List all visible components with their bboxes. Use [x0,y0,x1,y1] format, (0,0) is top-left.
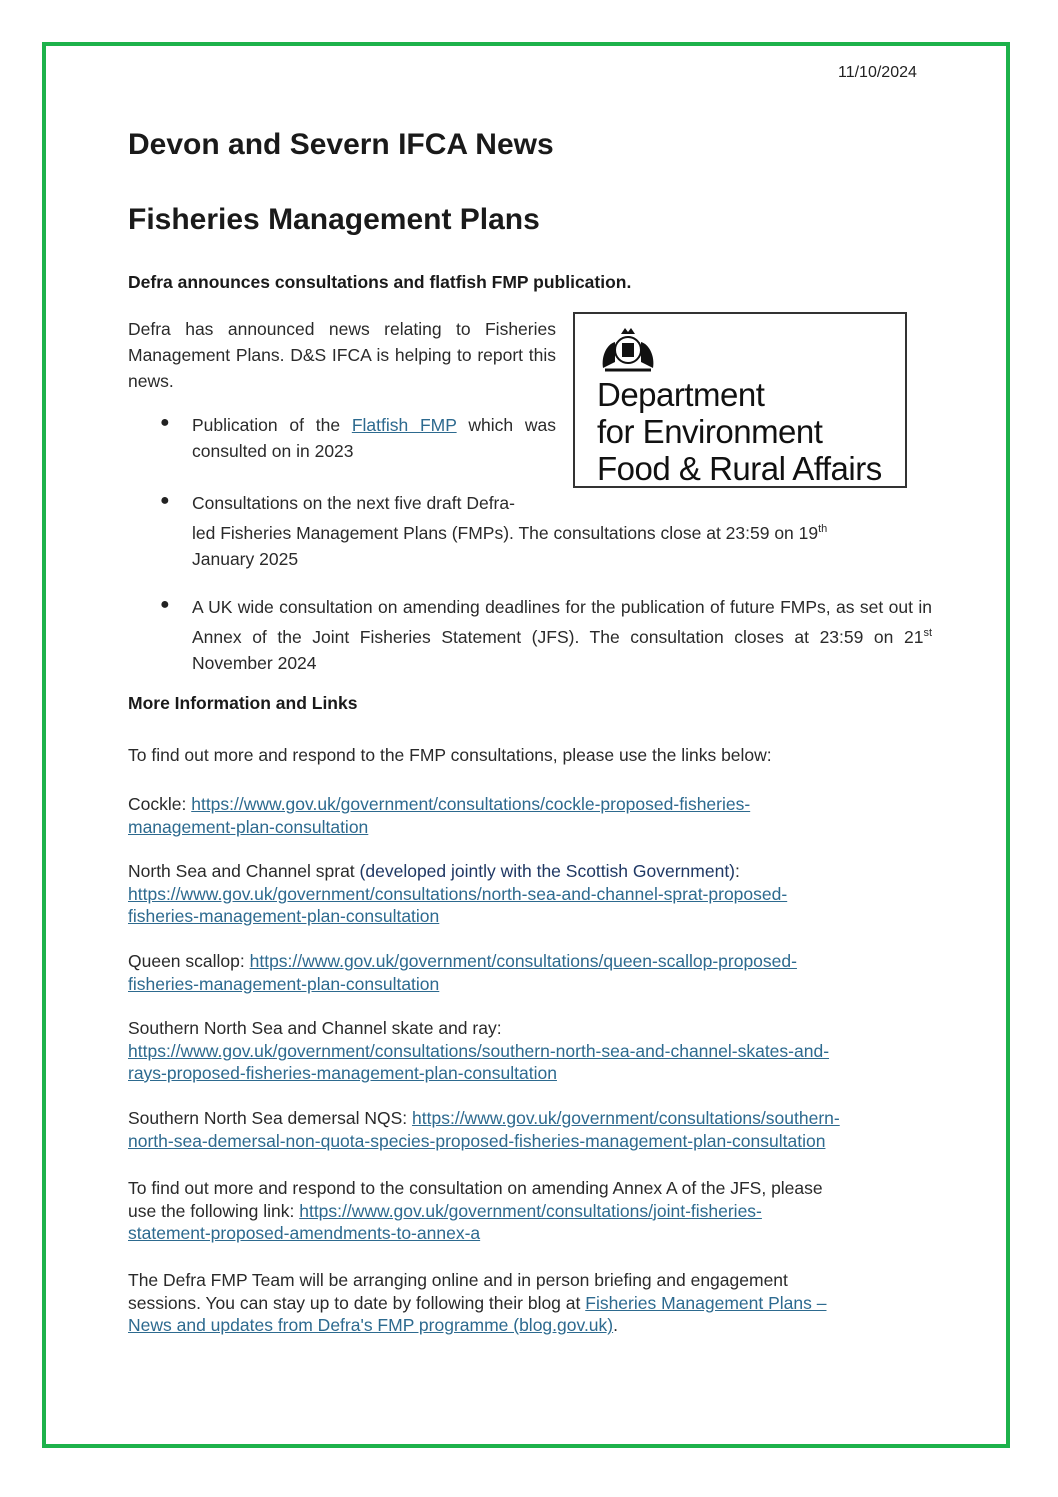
sprat-note: (developed jointly with the Scottish Government) [359,861,736,881]
bullet-text: which was consulted on in 2023 [192,415,557,461]
defra-logo [573,312,907,488]
sprat-link-cont[interactable]: fisheries-management-plan-consultation [128,906,440,926]
cockle-link-cont[interactable]: management-plan-consultation [128,816,369,837]
skate-entry [128,1017,938,1085]
scallop-link[interactable]: https://www.gov.uk/government/consultations/queen-scallop-proposed- [249,951,797,971]
logo-line-1: Department [597,376,765,413]
bullet-text: Publication of the [192,415,352,435]
bullet-text: A UK wide consultation on amending deadlines for the publication of future FMPs, as set out in Annex of the Joint Fisheries Statement (JFS). The consultation closes at 23:59 on 21 [192,597,932,647]
closing-text: The Defra FMP Team will be arranging online and in person briefing and engagement [128,1270,788,1290]
bullet-text: November 2024 [192,652,317,673]
bullet-text: led Fisheries Management Plans (FMPs). The consultations close at 23:59 on 19 [192,522,819,543]
fmp-blog-link-cont[interactable]: News and updates from Defra's FMP programme (blog.gov.uk) [128,1315,614,1335]
jfs-link[interactable]: https://www.gov.uk/government/consultations/joint-fisheries- [299,1200,762,1221]
bullet-text: January 2025 [192,548,299,569]
royal-coat-of-arms-icon [595,322,661,374]
fmp-blog-link[interactable]: Fisheries Management Plans – [585,1292,827,1313]
species-label: Southern North Sea and Channel skate and ray: [128,1018,502,1038]
document-date: 11/10/2024 [838,64,917,81]
logo-line-3: Food & Rural Affairs [597,450,882,487]
species-label: Southern North Sea demersal NQS: [128,1108,413,1128]
closing-paragraph [128,1269,938,1337]
bullet-consultations-line1: Consultations on the next five draft Defra- [192,493,515,513]
intro-paragraph: Defra has announced news relating to Fisheries Management Plans. D&S IFCA is helping to report this news. [128,319,556,391]
closing-text: sessions. You can stay up to date by following their blog at [128,1292,586,1313]
colon: : [735,861,740,881]
nqs-link-cont[interactable]: north-sea-demersal-non-quota-species-proposed-fisheries-management-plan-consultation [128,1130,826,1151]
bullet-consultations-line2 [192,516,932,572]
jfs-entry [128,1177,938,1245]
skate-link[interactable]: https://www.gov.uk/government/consultations/southern-north-sea-and-channel-skates-and- [128,1040,830,1061]
more-info-heading: More Information and Links [128,693,358,713]
sprat-link[interactable]: https://www.gov.uk/government/consultations/north-sea-and-channel-sprat-proposed- [128,883,788,904]
superscript: st [923,627,932,639]
scallop-link-cont[interactable]: fisheries-management-plan-consultation [128,973,440,994]
headline: Defra announces consultations and flatfish FMP publication. [128,272,632,292]
species-label: Queen scallop: [128,951,250,971]
scallop-entry [128,950,938,995]
bullet-uk-consultation [192,594,932,676]
jfs-text: To find out more and respond to the consultation on amending Annex A of the JFS, please [128,1178,823,1198]
flatfish-fmp-link[interactable]: Flatfish FMP [351,415,457,435]
cockle-entry [128,793,938,838]
logo-line-2: for Environment [597,413,823,450]
jfs-text: use the following link: [128,1200,300,1221]
page-title: Devon and Severn IFCA News [128,128,554,161]
section-title: Fisheries Management Plans [128,203,540,236]
jfs-link-cont[interactable]: statement-proposed-amendments-to-annex-a [128,1223,481,1243]
period: . [613,1315,618,1335]
bullet-dot-icon: ● [160,492,170,509]
nqs-entry [128,1107,938,1152]
find-out-text: To find out more and respond to the FMP consultations, please use the links below: [128,745,772,765]
skate-link-cont[interactable]: rays-proposed-fisheries-management-plan-consultation [128,1063,557,1083]
species-label: Cockle: [128,794,192,814]
cockle-link[interactable]: https://www.gov.uk/government/consultations/cockle-proposed-fisheries- [191,794,751,814]
species-label: North Sea and Channel sprat [128,861,360,881]
bullet-flatfish [192,412,556,464]
superscript: th [818,523,828,535]
bullet-dot-icon: ● [160,414,170,431]
sprat-entry [128,860,938,928]
bullet-dot-icon: ● [160,596,170,613]
nqs-link[interactable]: https://www.gov.uk/government/consultations/southern- [412,1108,840,1128]
